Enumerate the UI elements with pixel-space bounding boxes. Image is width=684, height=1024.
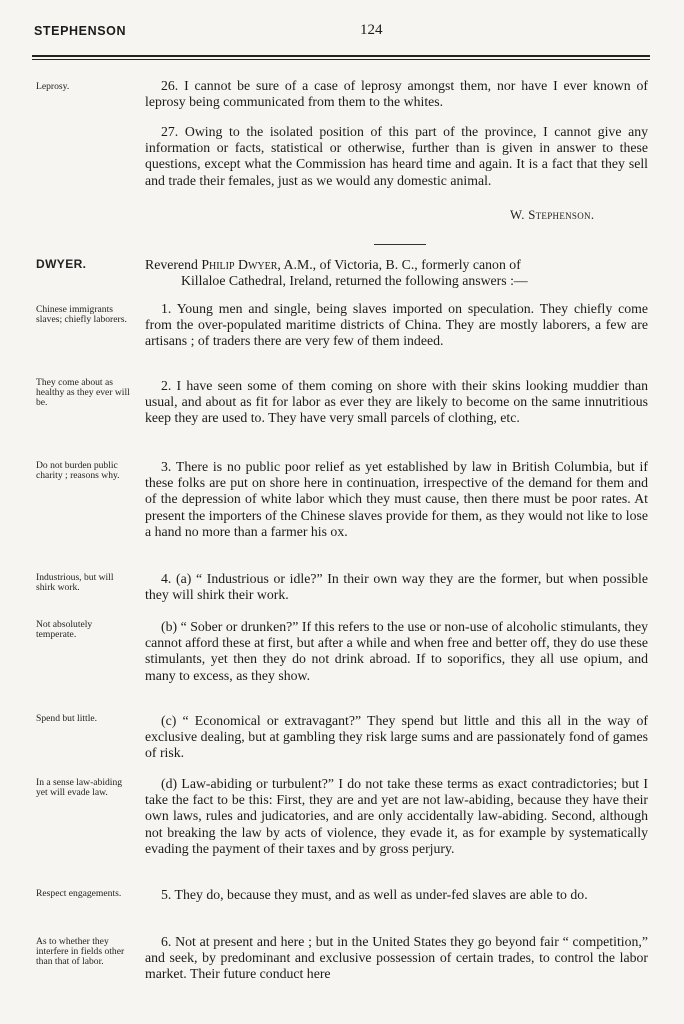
signature-initial: W. S: [510, 208, 536, 222]
header-rule-thin: [32, 59, 650, 60]
paragraph-27: 27. Owing to the isolated position of this part of the province, I cannot give any information or facts, statistical or otherwise, further than is given in answer to these questions, except what the Commission has heard time and again. It is a fact that they sell and trade their females, just as we would any domestic animal.: [145, 124, 648, 188]
intro-line1-rest: , A.M., of Victoria, B. C., formerly canon of: [277, 257, 521, 272]
dwyer-intro: [145, 257, 648, 289]
margin-name-dwyer: DWYER.: [36, 257, 87, 271]
margin-note: Do not burden public charity ; reasons why.: [36, 460, 120, 481]
intro-prefix: Reverend: [145, 257, 202, 272]
intro-name: Philip Dwyer: [201, 257, 278, 272]
answer-4a: 4. (a) “ Industrious or idle?” In their own way they are the former, but when possible they will shirk their work.: [145, 571, 648, 603]
margin-note: Industrious, but will shirk work.: [36, 572, 114, 593]
paragraph-26: 26. I cannot be sure of a case of leprosy amongst them, nor have I ever known of leprosy being communicated from them to the whites.: [145, 78, 648, 110]
answer-3: 3. There is no public poor relief as yet established by law in British Columbia, but if these folks are put on shore here in continuation, irrespective of the demand for them and of the depression of white labor which they must cause, then there must be poor rates. At present the importers of the Chinese slaves provide for them, as they would not like to lose a hand no more than a farmer his ox.: [145, 459, 648, 539]
section-separator: [374, 244, 426, 245]
answer-1: 1. Young men and single, being slaves imported on speculation. They chiefly come from the over-populated maritime districts of China. They are mostly laborers, a few are artisans ; of traders there are very few of them indeed.: [145, 301, 648, 349]
signature-rest: tephenson.: [535, 208, 595, 222]
answer-4d: (d) Law-abiding or turbulent?” I do not take these terms as exact contradictories; but I take the fact to be this: First, they are and yet are not law-abiding, because they have their own laws, rules and judicatories, and are only accidentally law-abiding. Second, although not breaking the law by acts of violence, they evade it, as for example by systematically evading the payment of their taxes and by gross perjury.: [145, 776, 648, 856]
margin-note: Respect engagements.: [36, 888, 122, 899]
margin-note: Chinese immigrants slaves; chiefly laborers.: [36, 304, 127, 325]
margin-note: In a sense law-abiding yet will evade law.: [36, 777, 123, 798]
answer-5: 5. They do, because they must, and as well as under-fed slaves are able to do.: [161, 887, 588, 902]
intro-line2: Killaloe Cathedral, Ireland, returned the following answers :—: [181, 273, 528, 289]
signature: [510, 208, 594, 223]
page-number: 124: [360, 22, 383, 38]
margin-note-leprosy: Leprosy.: [36, 81, 70, 92]
margin-note: Spend but little.: [36, 713, 98, 724]
answer-2: 2. I have seen some of them coming on shore with their skins looking muddier than usual, and about as fit for labor as ever they are likely to become on the same innutritious keep they are used to. They have very small parcels of clothing, etc.: [145, 378, 648, 426]
answer-6: 6. Not at present and here ; but in the United States they go beyond fair “ competition,” and seek, by predominant and exclusive possession of certain trades, to control the labor market. Their future conduct here: [145, 934, 648, 982]
margin-note: They come about as healthy as they ever will be.: [36, 377, 130, 408]
margin-note: Not absolutely temperate.: [36, 619, 93, 640]
margin-note: As to whether they interfere in fields other than that of labor.: [36, 936, 125, 967]
answer-4b: (b) “ Sober or drunken?” If this refers to the use or non-use of alcoholic stimulants, they cannot afford these at first, but after a while and when free and better off, they do use these stimulants, yet then they do not drink abroad. If to soporifics, they all use opium, and many to excess, as they show.: [145, 619, 648, 683]
running-title: STEPHENSON: [34, 24, 127, 38]
answer-4c: (c) “ Economical or extravagant?” They spend but little and this all in the way of exclusive dealing, but at gambling they risk large sums and are passionately fond of games of risk.: [145, 713, 648, 761]
header-rule-thick: [32, 55, 650, 57]
